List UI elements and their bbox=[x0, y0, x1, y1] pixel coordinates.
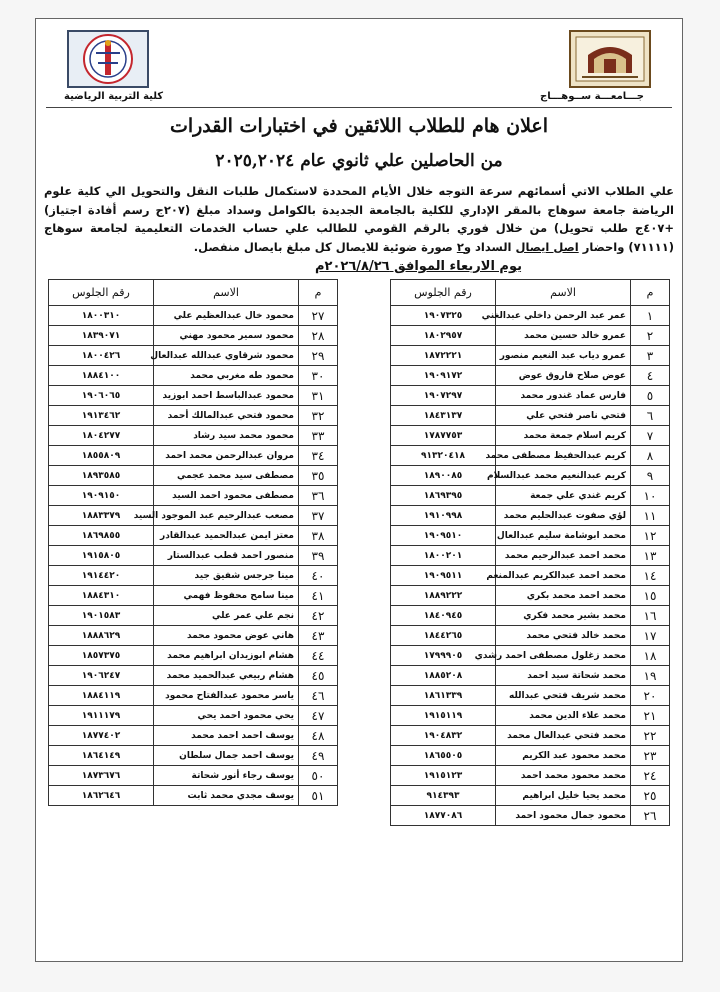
seat-number: ١٨٠٠٤٢٦ bbox=[49, 346, 154, 366]
seat-number: ١٨٦٢٦٤٦ bbox=[49, 786, 154, 806]
seat-number: ١٨٨٩٢٢٢ bbox=[391, 586, 496, 606]
row-number: ٧ bbox=[631, 426, 670, 446]
row-number: ٣٢ bbox=[299, 406, 338, 426]
row-number: ١٤ bbox=[631, 566, 670, 586]
table-row bbox=[391, 526, 670, 546]
seat-number: ١٨٦٤١٤٩ bbox=[49, 746, 154, 766]
student-name: محمود فتحي عبدالمالك أحمد bbox=[154, 406, 299, 426]
table-row bbox=[391, 706, 670, 726]
table-row bbox=[49, 386, 338, 406]
student-name: مروان عبدالرحمن محمد احمد bbox=[154, 446, 299, 466]
row-number: ١١ bbox=[631, 506, 670, 526]
row-number: ٤١ bbox=[299, 586, 338, 606]
student-name: محمود جمال محمود احمد bbox=[496, 806, 631, 826]
intro-original-receipt: اصل ايصال bbox=[515, 239, 579, 254]
table-row bbox=[391, 346, 670, 366]
seat-number: ١٨٨٤١٠٠ bbox=[49, 366, 154, 386]
seat-number: ١٩١٥٨٠٥ bbox=[49, 546, 154, 566]
row-number: ٨ bbox=[631, 446, 670, 466]
seat-number: ١٨٤٠٩٤٥ bbox=[391, 606, 496, 626]
student-name: كريم عبدالحفيظ مصطفى محمد bbox=[496, 446, 631, 466]
table-row bbox=[49, 306, 338, 326]
table-row bbox=[49, 446, 338, 466]
table-row bbox=[391, 466, 670, 486]
seat-number: ١٩٠٦٢٤٧ bbox=[49, 666, 154, 686]
announcement-title: اعلان هام للطلاب اللائقين في اختبارات القدرات bbox=[169, 115, 549, 137]
student-name: لؤي صفوت عبدالحليم محمد bbox=[496, 506, 631, 526]
row-number: ٢١ bbox=[631, 706, 670, 726]
header-seat: رقم الجلوس bbox=[391, 280, 496, 306]
table-header-row bbox=[391, 280, 670, 306]
seat-number: ١٨٨٤١١٩ bbox=[49, 686, 154, 706]
seat-number: ١٨٤٣١٣٧ bbox=[391, 406, 496, 426]
seat-number: ١٨٠٠٣١٠ bbox=[49, 306, 154, 326]
seat-number: ١٨٦١٣٣٩ bbox=[391, 686, 496, 706]
student-name: محمود طه مغربي محمد bbox=[154, 366, 299, 386]
table-row bbox=[49, 686, 338, 706]
student-name: معتز ايمن عبدالحميد عبدالقادر bbox=[154, 526, 299, 546]
row-number: ٣٩ bbox=[299, 546, 338, 566]
seat-number: ١٨٩٣٥٨٥ bbox=[49, 466, 154, 486]
row-number: ١ bbox=[631, 306, 670, 326]
table-body-left bbox=[49, 306, 338, 806]
student-name: محمد زغلول مصطفى احمد رشدي bbox=[496, 646, 631, 666]
header-name: الاسم bbox=[154, 280, 299, 306]
student-name: كريم اسلام جمعة محمد bbox=[496, 426, 631, 446]
table-row bbox=[49, 546, 338, 566]
seat-number: ١٨٧٢٢٢١ bbox=[391, 346, 496, 366]
table-row bbox=[391, 606, 670, 626]
student-name: مصطفى سيد محمد عجمي bbox=[154, 466, 299, 486]
student-name: هاني عوض محمود محمد bbox=[154, 626, 299, 646]
seat-number: ١٨٧٧٠٨٦ bbox=[391, 806, 496, 826]
faculty-name: كلية التربية الرياضية bbox=[64, 91, 164, 102]
student-name: محمد شريف فتحي عبدالله bbox=[496, 686, 631, 706]
seat-number: ٩١٣٢٠٤١٨ bbox=[391, 446, 496, 466]
table-row bbox=[391, 366, 670, 386]
row-number: ٣٠ bbox=[299, 366, 338, 386]
seat-number: ١٩٠٩١٥٠ bbox=[49, 486, 154, 506]
student-name: محمد محمود عبد الكريم bbox=[496, 746, 631, 766]
header-name: الاسم bbox=[496, 280, 631, 306]
seat-number: ١٨٠٠٢٠١ bbox=[391, 546, 496, 566]
row-number: ٣٤ bbox=[299, 446, 338, 466]
university-logo-icon bbox=[568, 29, 652, 89]
table-body-right bbox=[391, 306, 670, 826]
student-name: منصور احمد قطب عبدالستار bbox=[154, 546, 299, 566]
student-name: كريم عبدالنعيم محمد عبدالسلام bbox=[496, 466, 631, 486]
intro-text-after: صورة ضوئية للايصال كل مبلغ بايصال منفصل. bbox=[193, 239, 457, 254]
seat-number: ١٩٠١٥٨٣ bbox=[49, 606, 154, 626]
student-name: فتحي ناصر فتحي علي bbox=[496, 406, 631, 426]
student-name: ياسر محمود عبدالفتاح محمود bbox=[154, 686, 299, 706]
student-name: يوسف مجدي محمد ثابت bbox=[154, 786, 299, 806]
student-name: كريم غندي علي جمعة bbox=[496, 486, 631, 506]
seat-number: ١٨٣٩٠٧١ bbox=[49, 326, 154, 346]
seat-number: ١٩٠٧٢٩٧ bbox=[391, 386, 496, 406]
table-row bbox=[391, 326, 670, 346]
seat-number: ١٩١٣٤٦٢ bbox=[49, 406, 154, 426]
header-num: م bbox=[299, 280, 338, 306]
seat-number: ١٧٨٧٧٥٣ bbox=[391, 426, 496, 446]
header-divider bbox=[46, 107, 672, 108]
row-number: ٣٣ bbox=[299, 426, 338, 446]
row-number: ٢٢ bbox=[631, 726, 670, 746]
table-row bbox=[391, 486, 670, 506]
row-number: ٢٣ bbox=[631, 746, 670, 766]
row-number: ٥ bbox=[631, 386, 670, 406]
seat-number: ١٩٠٩٥١٠ bbox=[391, 526, 496, 546]
student-name: محمد محمود محمد احمد bbox=[496, 766, 631, 786]
table-row bbox=[49, 466, 338, 486]
row-number: ١٠ bbox=[631, 486, 670, 506]
seat-number: ١٩١٤٤٢٠ bbox=[49, 566, 154, 586]
table-row bbox=[391, 626, 670, 646]
row-number: ١٨ bbox=[631, 646, 670, 666]
intro-copies: و٢ bbox=[456, 239, 471, 254]
seat-number: ١٩٠٤٨٣٢ bbox=[391, 726, 496, 746]
seat-number: ١٨٨٣٣٧٩ bbox=[49, 506, 154, 526]
instructions-paragraph bbox=[44, 182, 674, 256]
seat-number: ١٩٠٩٥١١ bbox=[391, 566, 496, 586]
row-number: ٩ bbox=[631, 466, 670, 486]
table-row bbox=[49, 346, 338, 366]
row-number: ٤ bbox=[631, 366, 670, 386]
student-name: محمد شحاتة سيد احمد bbox=[496, 666, 631, 686]
table-row bbox=[49, 606, 338, 626]
row-number: ٤٣ bbox=[299, 626, 338, 646]
row-number: ٤٢ bbox=[299, 606, 338, 626]
student-name: عمرو خالد حسين محمد bbox=[496, 326, 631, 346]
row-number: ٣٧ bbox=[299, 506, 338, 526]
row-number: ٥١ bbox=[299, 786, 338, 806]
header-num: م bbox=[631, 280, 670, 306]
table-row bbox=[49, 506, 338, 526]
row-number: ٦ bbox=[631, 406, 670, 426]
seat-number: ١٩٠٧٣٢٥ bbox=[391, 306, 496, 326]
seat-number: ١٨٦٩٨٥٥ bbox=[49, 526, 154, 546]
seat-number: ١٩١٥١١٩ bbox=[391, 706, 496, 726]
table-row bbox=[49, 746, 338, 766]
table-row bbox=[49, 586, 338, 606]
row-number: ٤٦ bbox=[299, 686, 338, 706]
student-name: عمرو دياب عبد النعيم منصور bbox=[496, 346, 631, 366]
row-number: ٤٠ bbox=[299, 566, 338, 586]
header-seat: رقم الجلوس bbox=[49, 280, 154, 306]
student-name: مينا جرجس شفيق جيد bbox=[154, 566, 299, 586]
student-name: عوض صلاح فاروق عوض bbox=[496, 366, 631, 386]
student-name: فارس عماد غندور محمد bbox=[496, 386, 631, 406]
table-row bbox=[391, 766, 670, 786]
table-row bbox=[391, 786, 670, 806]
table-row bbox=[49, 406, 338, 426]
student-name: عمر عبد الرحمن داخلي عبدالغني bbox=[496, 306, 631, 326]
row-number: ٢٥ bbox=[631, 786, 670, 806]
table-row bbox=[391, 586, 670, 606]
table-row bbox=[49, 646, 338, 666]
student-name: هشام ابوزيدان ابراهيم محمد bbox=[154, 646, 299, 666]
seat-number: ١٩١٥١٢٣ bbox=[391, 766, 496, 786]
students-table-left bbox=[48, 279, 338, 806]
subtitle-text: من الحاصلين علي ثانوي عام ٢٠٢٥,٢٠٢٤ bbox=[215, 151, 503, 171]
table-row bbox=[391, 446, 670, 466]
student-name: محمود سمير محمود مهني bbox=[154, 326, 299, 346]
student-name: محمود عبدالباسط احمد ابوزيد bbox=[154, 386, 299, 406]
row-number: ١٦ bbox=[631, 606, 670, 626]
table-row bbox=[391, 406, 670, 426]
seat-number: ١٩٠٦٠٦٥ bbox=[49, 386, 154, 406]
row-number: ٢٦ bbox=[631, 806, 670, 826]
student-name: مينا سامح محفوظ فهمي bbox=[154, 586, 299, 606]
seat-number: ١٨٤٤٢٦٥ bbox=[391, 626, 496, 646]
table-row bbox=[391, 386, 670, 406]
row-number: ١٣ bbox=[631, 546, 670, 566]
table-row bbox=[391, 546, 670, 566]
table-row bbox=[49, 566, 338, 586]
table-row bbox=[391, 426, 670, 446]
row-number: ٣ bbox=[631, 346, 670, 366]
seat-number: ١٨٩٠٠٨٥ bbox=[391, 466, 496, 486]
student-name: محمد بشير محمد فكري bbox=[496, 606, 631, 626]
row-number: ٢٩ bbox=[299, 346, 338, 366]
row-number: ٣٦ bbox=[299, 486, 338, 506]
seat-number: ١٨٠٤٢٧٧ bbox=[49, 426, 154, 446]
student-name: مصعب عبدالرحيم عبد الموجود السيد bbox=[154, 506, 299, 526]
row-number: ١٥ bbox=[631, 586, 670, 606]
table-row bbox=[49, 426, 338, 446]
table-row bbox=[49, 626, 338, 646]
student-name: مصطفى محمود احمد السيد bbox=[154, 486, 299, 506]
row-number: ٤٤ bbox=[299, 646, 338, 666]
seat-number: ١٨٨٤٣١٠ bbox=[49, 586, 154, 606]
row-number: ٣١ bbox=[299, 386, 338, 406]
student-name: نجم علي عمر علي bbox=[154, 606, 299, 626]
seat-number: ١٧٩٩٩٠٥ bbox=[391, 646, 496, 666]
row-number: ٥٠ bbox=[299, 766, 338, 786]
announcement-page bbox=[35, 18, 683, 962]
table-row bbox=[49, 786, 338, 806]
row-number: ٤٥ bbox=[299, 666, 338, 686]
student-name: محمود خال عبدالعظيم علي bbox=[154, 306, 299, 326]
seat-number: ١٩١١١٧٩ bbox=[49, 706, 154, 726]
table-row bbox=[49, 706, 338, 726]
table-row bbox=[391, 646, 670, 666]
table-row bbox=[49, 666, 338, 686]
intro-text-before: علي الطلاب الاتي أسمائهم سرعة التوجه خلال الأيام المحددة لاستكمال طلبات النقل والتحويل الي كلية علوم الرياضة جامعة سوهاج بالمقر الإداري للكلية بالجامعة الجديدة بالكوامل وسداد مبلغ (٢٠٧ج رسم أفادة اجتياز) +٤٠٧ج طلب تحويل) من خلال فوري بالرقم القومي للطالب علي حساب الخدمات التعليمية لجامعة سوهاج (٧١١١١) واحضار bbox=[44, 184, 675, 254]
seat-number: ١٨٨٨٦٢٩ bbox=[49, 626, 154, 646]
intro-text-mid: السداد bbox=[471, 239, 516, 254]
table-row bbox=[49, 526, 338, 546]
table-row bbox=[391, 666, 670, 686]
row-number: ٣٥ bbox=[299, 466, 338, 486]
row-number: ٢ bbox=[631, 326, 670, 346]
table-row bbox=[391, 726, 670, 746]
table-row bbox=[391, 506, 670, 526]
row-number: ٤٧ bbox=[299, 706, 338, 726]
table-row bbox=[49, 726, 338, 746]
row-number: ٤٨ bbox=[299, 726, 338, 746]
student-name: محمد احمد محمد بكري bbox=[496, 586, 631, 606]
table-header-row bbox=[49, 280, 338, 306]
table-row bbox=[391, 566, 670, 586]
university-name: جـــامعـــة ســوهـــاج bbox=[540, 91, 644, 102]
student-name: هشام ربيعي عبدالحميد محمد bbox=[154, 666, 299, 686]
table-row bbox=[49, 366, 338, 386]
student-name: يحي محمود احمد يحي bbox=[154, 706, 299, 726]
seat-number: ١٨٥٧٣٧٥ bbox=[49, 646, 154, 666]
row-number: ٢٧ bbox=[299, 306, 338, 326]
row-number: ٣٨ bbox=[299, 526, 338, 546]
seat-number: ١٨٨٥٢٠٨ bbox=[391, 666, 496, 686]
row-number: ٢٨ bbox=[299, 326, 338, 346]
seat-number: ١٨٧٣٦٧٦ bbox=[49, 766, 154, 786]
student-name: يوسف احمد جمال سلطان bbox=[154, 746, 299, 766]
seat-number: ١٨٦٥٥٠٥ bbox=[391, 746, 496, 766]
student-name: محمد يحيا خليل ابراهيم bbox=[496, 786, 631, 806]
seat-number: ١٨٠٢٩٥٧ bbox=[391, 326, 496, 346]
table-row bbox=[49, 486, 338, 506]
student-name: محمد علاء الدين محمد bbox=[496, 706, 631, 726]
student-name: محمد احمد عبدالرحيم محمد bbox=[496, 546, 631, 566]
student-name: محمد خالد فتحي محمد bbox=[496, 626, 631, 646]
student-name: محمود محمد سيد رشاد bbox=[154, 426, 299, 446]
student-name: محمود شرقاوي عبدالله عبدالعال bbox=[154, 346, 299, 366]
student-name: محمد فتحي عبدالعال محمد bbox=[496, 726, 631, 746]
students-table-right bbox=[390, 279, 670, 826]
table-row bbox=[391, 806, 670, 826]
seat-number: ١٩٠٩١٧٢ bbox=[391, 366, 496, 386]
table-row bbox=[391, 306, 670, 326]
announcement-subtitle bbox=[36, 151, 682, 171]
table-row bbox=[49, 766, 338, 786]
student-name: محمد احمد عبدالكريم عبدالمنعم bbox=[496, 566, 631, 586]
seat-number: ١٨٥٥٨٠٩ bbox=[49, 446, 154, 466]
appointment-date: يوم الاربعاء الموافق ٢٠٢٦/٨/٢٦م bbox=[315, 259, 522, 274]
table-row bbox=[391, 686, 670, 706]
seat-number: ١٨٦٩٣٩٥ bbox=[391, 486, 496, 506]
table-row bbox=[49, 326, 338, 346]
student-name: يوسف رجاء أنور شحاتة bbox=[154, 766, 299, 786]
row-number: ١٩ bbox=[631, 666, 670, 686]
row-number: ١٢ bbox=[631, 526, 670, 546]
table-row bbox=[391, 746, 670, 766]
student-name: محمد ابوشامة سليم عبدالعال bbox=[496, 526, 631, 546]
row-number: ٤٩ bbox=[299, 746, 338, 766]
seat-number: ١٩١٠٩٩٨ bbox=[391, 506, 496, 526]
student-name: يوسف احمد احمد محمد bbox=[154, 726, 299, 746]
faculty-logo-icon bbox=[66, 29, 150, 89]
seat-number: ٩١٤٣٩٣ bbox=[391, 786, 496, 806]
row-number: ٢٠ bbox=[631, 686, 670, 706]
seat-number: ١٨٧٧٤٠٢ bbox=[49, 726, 154, 746]
row-number: ٢٤ bbox=[631, 766, 670, 786]
row-number: ١٧ bbox=[631, 626, 670, 646]
